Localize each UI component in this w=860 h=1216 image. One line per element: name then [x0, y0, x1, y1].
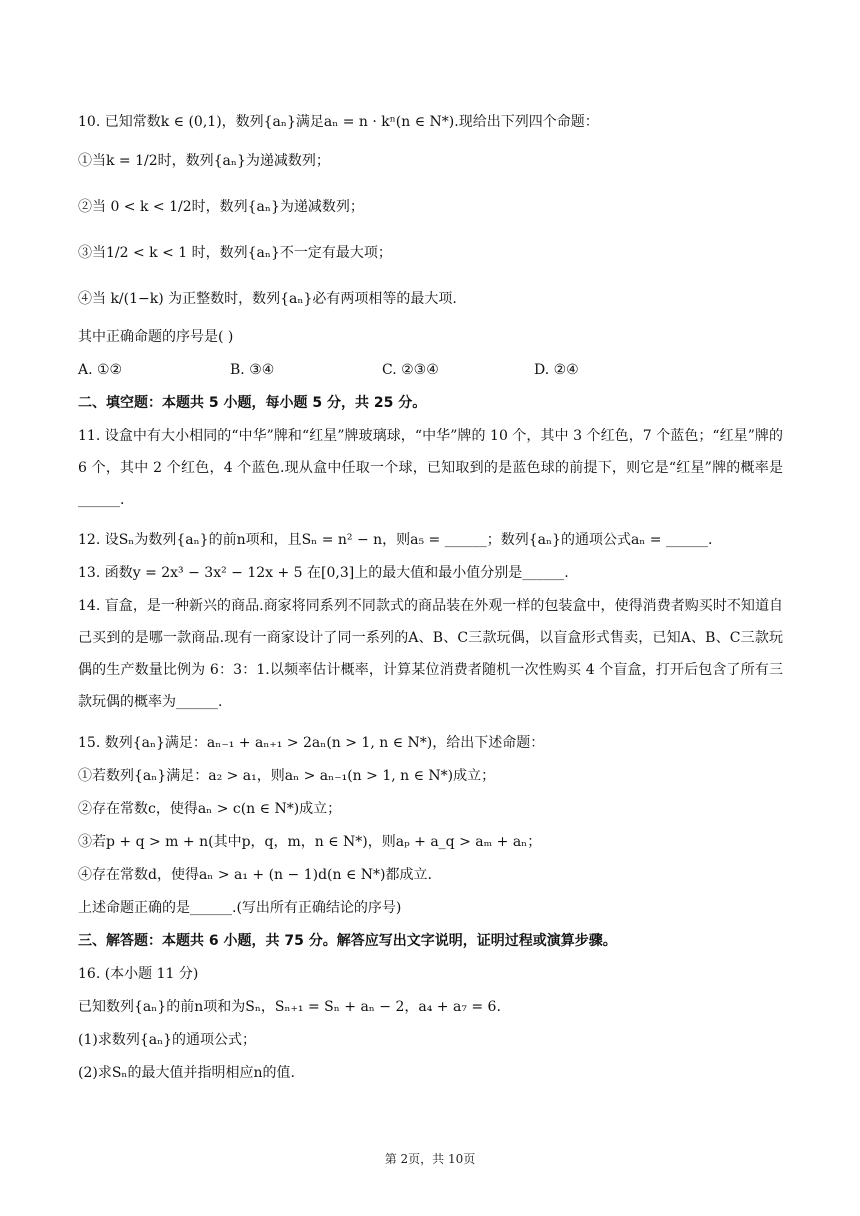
- section-3-heading: 三、解答题：本题共 6 小题，共 75 分。解答应写出文字说明，证明过程或演算步骤。: [78, 933, 617, 949]
- section-2-heading: 二、填空题：本题共 5 小题，每小题 5 分，共 25 分。: [78, 395, 427, 411]
- q15-stem: 15. 数列{aₙ}满足：aₙ₋₁ + aₙ₊₁ > 2aₙ(n > 1, n ∈ N*)，给出下述命题：: [78, 735, 545, 751]
- q13: 13. 函数y = 2x³ − 3x² − 12x + 5 在[0,3]上的最大值和最小值分别是______.: [78, 565, 569, 581]
- q15-proposition-1: ①若数列{aₙ}满足：a₂ > a₁，则aₙ > aₙ₋₁(n > 1, n ∈ N*)成立；: [78, 768, 496, 784]
- q15-proposition-2: ②存在常数c，使得aₙ > c(n ∈ N*)成立；: [78, 801, 342, 817]
- q11: 11. 设盒中有大小相同的“中华”牌和“红星”牌玻璃球，“中华”牌的 10 个，其中 3 个红色，7 个蓝色；“红星”牌的 6 个，其中 2 个红色，4 个蓝色.现从盒中任取一个球，已知取到的是蓝色球的前提下，则它是“红星”牌的概率是______.: [78, 428, 783, 508]
- choice-a: A. ①②: [78, 362, 123, 378]
- q12: 12. 设Sₙ为数列{aₙ}的前n项和，且Sₙ = n² − n，则a₅ = ______；数列{aₙ}的通项公式aₙ = ______.: [78, 532, 713, 548]
- q10-proposition-2: ②当 0 < k < 1/2时，数列{aₙ}为递减数列；: [78, 199, 364, 215]
- q15-proposition-4: ④存在常数d，使得aₙ > a₁ + (n − 1)d(n ∈ N*)都成立.: [78, 867, 432, 883]
- q16-stem: 已知数列{aₙ}的前n项和为Sₙ，Sₙ₊₁ = Sₙ + aₙ − 2，a₄ + a₇ = 6.: [78, 999, 501, 1015]
- q15-ask: 上述命题正确的是______.(写出所有正确结论的序号): [78, 900, 402, 916]
- q10-stem: 10. 已知常数k ∈ (0,1)，数列{aₙ}满足aₙ = n · kⁿ(n ∈ N*).现给出下列四个命题：: [78, 114, 599, 130]
- page-footer: 第 2页，共 10页: [384, 1152, 476, 1166]
- q16-title: 16. (本小题 11 分): [78, 966, 199, 982]
- q10-proposition-1: ①当k = 1/2时，数列{aₙ}为递减数列；: [78, 153, 330, 169]
- choice-d: D. ②④: [534, 362, 579, 378]
- q16-sub-2: (2)求Sₙ的最大值并指明相应n的值.: [78, 1065, 295, 1081]
- q10-proposition-3: ③当1/2 < k < 1 时，数列{aₙ}不一定有最大项；: [78, 245, 392, 261]
- q16-sub-1: (1)求数列{aₙ}的通项公式；: [78, 1032, 257, 1048]
- q15-proposition-3: ③若p + q > m + n(其中p，q，m，n ∈ N*)，则aₚ + a_q > aₘ + aₙ；: [78, 834, 542, 850]
- q14: 14. 盲盒，是一种新兴的商品.商家将同系列不同款式的商品装在外观一样的包装盒中，使得消费者购买时不知道自己买到的是哪一款商品.现有一商家设计了同一系列的A、B、C三款玩偶，以盲盒形式售卖，已知A、B、C三款玩偶的生产数量比例为 6：3：1.以频率估计概率，计算某位消费者随机一次性购买 4 个盲盒，打开后包含了所有三款玩偶的概率为______.: [78, 598, 783, 710]
- q10-ask: 其中正确命题的序号是( ): [78, 329, 234, 345]
- q10-proposition-4: ④当 k/(1−k) 为正整数时，数列{aₙ}必有两项相等的最大项.: [78, 291, 457, 307]
- choice-b: B. ③④: [230, 362, 275, 378]
- choice-c: C. ②③④: [382, 362, 439, 378]
- q10-choices: [78, 360, 686, 380]
